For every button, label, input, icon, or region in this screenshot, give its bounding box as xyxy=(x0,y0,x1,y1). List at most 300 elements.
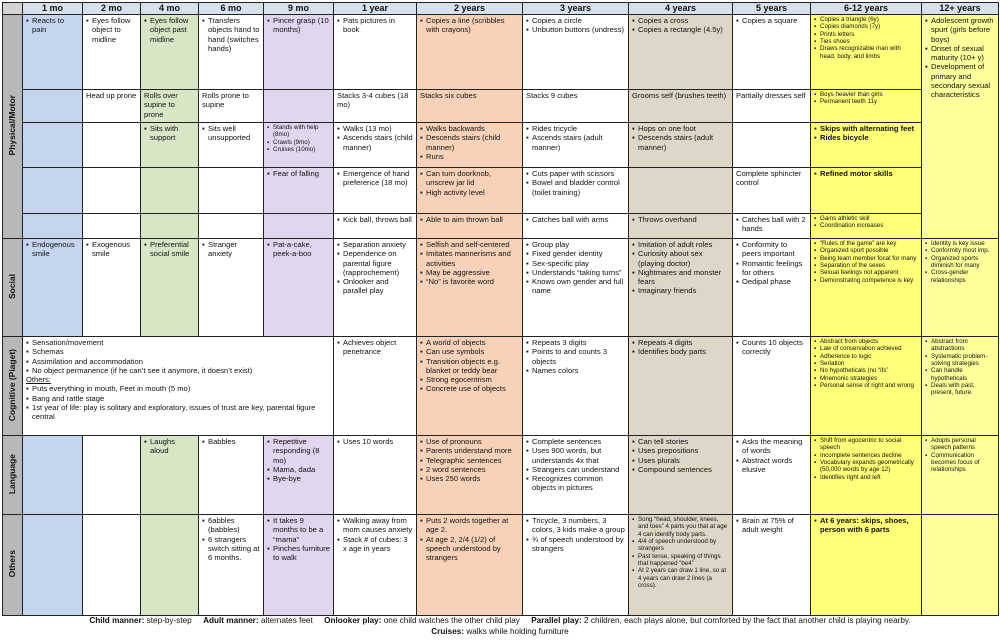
cell-physical-5y xyxy=(733,15,811,90)
milestone-item: ▪ Organized sports diminish for many xyxy=(925,255,995,270)
milestone-item: ▪ Asks the meaning of words xyxy=(736,437,807,456)
milestone-item: ▪ Bang and rattle stage xyxy=(26,394,330,403)
cell-physical-r3-4y xyxy=(629,123,733,168)
cell-physical-r5-2mo xyxy=(83,214,141,239)
milestone-item: ▪ Eyes follow object past midline xyxy=(144,16,195,44)
milestone-list xyxy=(736,16,807,25)
milestone-item: ▪ Selfish and self-centered xyxy=(420,240,519,249)
milestone-item: ▪ Identifies body parts xyxy=(632,347,729,356)
milestone-item: ▪ Emergence of hand preference (18 mo) xyxy=(337,169,413,188)
cell-others-1y xyxy=(334,515,417,616)
cell-physical-r2-5y: Partially dresses self xyxy=(733,90,811,123)
milestone-list xyxy=(420,516,519,562)
milestone-list xyxy=(267,169,330,178)
milestone-item: ▪ Abstract from abstractions xyxy=(925,338,995,353)
cognitive-infancy-list xyxy=(26,338,330,375)
milestone-item: ▪ Nightmares and monster fears xyxy=(632,268,729,287)
milestone-item: ▪ Counts 10 objects correctly xyxy=(736,338,807,357)
milestone-item: ▪ Recognizes common objects in pictures xyxy=(526,474,625,493)
cell-physical-r5-2y xyxy=(417,214,523,239)
milestone-list xyxy=(814,215,918,230)
cell-physical-r4-6-12y xyxy=(811,168,922,214)
milestone-item: ▪ Use of pronouns xyxy=(420,437,519,446)
milestone-item: ▪ Oedipal phase xyxy=(736,277,807,286)
col-header-6-12y: 6-12 years xyxy=(811,3,922,15)
milestone-item: ▪ Refined motor skills xyxy=(814,169,918,178)
milestone-item: ▪ “Rules of the game” are key xyxy=(814,240,918,247)
milestone-list xyxy=(86,240,137,259)
cell-others-2y xyxy=(417,515,523,616)
cell-physical-r4-3y xyxy=(523,168,629,214)
definitions-footer xyxy=(0,616,1000,637)
physical-row-2 xyxy=(3,90,999,123)
milestone-list xyxy=(526,169,625,197)
cognitive-row xyxy=(3,337,999,436)
milestone-item: ▪ Abstract words elusive xyxy=(736,456,807,475)
language-row xyxy=(3,436,999,515)
milestone-item: ▪ Past tense, speaking of things that happened “be4” xyxy=(632,553,729,568)
section-label-cognitive: Cognitive (Piaget) xyxy=(3,337,23,436)
milestone-item: ▪ Boys heavier than girls xyxy=(814,91,918,98)
milestone-item: ▪ High activity level xyxy=(420,188,519,197)
milestone-item: ▪ Adolescent growth spurt (girls before boys) xyxy=(925,16,995,44)
section-label-language: Language xyxy=(3,436,23,515)
cell-physical-r2-6mo: Rolls prone to supine xyxy=(199,90,264,123)
milestone-item: ▪ Ascends stairs (adult manner) xyxy=(526,133,625,152)
milestone-item: ▪ Adopts personal speech patterns xyxy=(925,437,995,452)
milestone-list xyxy=(420,437,519,483)
cell-language-4y xyxy=(629,436,733,515)
milestone-list xyxy=(632,338,729,357)
milestone-item: ▪ Rides tricycle xyxy=(526,124,625,133)
milestone-item: ▪ Deals with past, present, future. xyxy=(925,382,995,397)
cell-physical-r4-5y: Complete sphincter control xyxy=(733,168,811,214)
cell-physical-r2-1y: Stacks 3-4 cubes (18 mo) xyxy=(334,90,417,123)
milestone-item: ▪ Imitation of adult roles xyxy=(632,240,729,249)
milestone-list xyxy=(814,240,918,284)
cell-others-3y xyxy=(523,515,629,616)
milestone-list xyxy=(526,240,625,296)
milestone-item: ▪ Systematic problem-solving strategies xyxy=(925,353,995,368)
cell-physical-1y xyxy=(334,15,417,90)
milestone-item: ▪ Assimilation and accommodation xyxy=(26,357,330,366)
milestone-item: ▪ Gains athletic skill xyxy=(814,215,918,222)
milestone-item: ▪ Fixed gender identity xyxy=(526,249,625,258)
milestone-item: ▪ Cross-gender relationships xyxy=(925,269,995,284)
milestone-item: ▪ Onset of sexual maturity (10+ y) xyxy=(925,44,995,63)
milestone-item: ▪ Bye-bye xyxy=(267,474,330,483)
milestone-item: ▪ Mama, dada xyxy=(267,465,330,474)
milestone-item: ▪ Able to aim thrown ball xyxy=(420,215,519,224)
cell-social-12plus xyxy=(922,239,999,337)
milestone-list xyxy=(144,124,195,143)
milestone-item: ▪ Babbles xyxy=(202,437,260,446)
milestone-list xyxy=(814,169,918,178)
milestone-list xyxy=(86,16,137,44)
milestone-item: ▪ Demonstrating competence is key xyxy=(814,277,918,284)
cell-physical-r5-4mo xyxy=(141,214,199,239)
cell-physical-r5-1y xyxy=(334,214,417,239)
cell-cognitive-3y xyxy=(523,337,629,436)
milestone-list xyxy=(814,516,918,535)
cell-physical-r2-6-12y xyxy=(811,90,922,123)
cell-physical-r2-2mo: Head up prone xyxy=(83,90,141,123)
milestone-list xyxy=(632,16,729,35)
milestone-item: ▪ Pat-a-cake, peek-a-boo xyxy=(267,240,330,259)
milestone-list xyxy=(420,16,519,35)
milestone-item: ▪ Pinches furniture to walk xyxy=(267,544,330,563)
cell-physical-r4-6mo xyxy=(199,168,264,214)
milestone-item: ▪ Uses 250 words xyxy=(420,474,519,483)
milestone-list xyxy=(267,124,330,153)
milestone-item: ▪ No hypotheticals (no “ifs” xyxy=(814,367,918,374)
cell-physical-r3-3y xyxy=(523,123,629,168)
corner-cell xyxy=(3,3,23,15)
milestone-item: ▪ Communication becomes focus of relationships xyxy=(925,452,995,474)
cell-others-12plus xyxy=(922,515,999,616)
section-label-social: Social xyxy=(3,239,23,337)
milestone-item: ▪ Ascends stairs (child manner) xyxy=(337,133,413,152)
milestone-item: ▪ Repeats 4 digits xyxy=(632,338,729,347)
milestone-list xyxy=(632,437,729,474)
milestone-item: ▪ Uses 900 words, but understands 4x that xyxy=(526,446,625,465)
milestone-item: ▪ 6abbles (babbles) xyxy=(202,516,260,535)
milestone-item: ▪ At 6 years: skips, shoes, person with 6 parts xyxy=(814,516,918,535)
child-manner-term: Child manner: xyxy=(89,616,145,625)
cell-language-2mo xyxy=(83,436,141,515)
parallel-play-def: 2 children, each plays alone, but comforted by the fact that another child is playing nearby. xyxy=(584,616,911,625)
milestone-item: ▪ Stranger anxiety xyxy=(202,240,260,259)
milestone-item: ▪ Permanent teeth 11y xyxy=(814,98,918,105)
cell-physical-r5-5y xyxy=(733,214,811,239)
cell-cognitive-1y xyxy=(334,337,417,436)
milestone-item: ▪ 1st year of life: play is solitary and exploratory, issues of trust are key, parental figure central xyxy=(26,403,330,422)
milestone-item: ▪ Can turn doorknob, unscrew jar lid xyxy=(420,169,519,188)
cell-social-1y xyxy=(334,239,417,337)
milestone-item: ▪ Laughs aloud xyxy=(144,437,195,456)
milestone-item: ▪ Can use symbols xyxy=(420,347,519,356)
milestone-list xyxy=(337,437,413,446)
milestones-table xyxy=(2,2,999,616)
milestone-item: ▪ Concrete use of objects xyxy=(420,384,519,393)
cell-physical-r5-6-12y xyxy=(811,214,922,239)
milestone-item: ▪ Eyes follow object to midline xyxy=(86,16,137,44)
milestone-item: ▪ Repetitive responding (8 mo) xyxy=(267,437,330,465)
milestone-list xyxy=(144,437,195,456)
milestone-item: ▪ Mnemonic strategies xyxy=(814,375,918,382)
cell-physical-r3-5y xyxy=(733,123,811,168)
cell-physical-r3-6-12y xyxy=(811,123,922,168)
cell-language-6-12y xyxy=(811,436,922,515)
cell-physical-r3-2mo xyxy=(83,123,141,168)
header-row xyxy=(3,3,999,15)
cell-physical-1mo xyxy=(23,15,83,90)
milestone-item: ▪ Prints letters xyxy=(814,31,918,38)
milestone-item: ▪ Copies a triangle (6y) xyxy=(814,16,918,23)
milestone-list xyxy=(736,437,807,474)
milestone-list xyxy=(925,437,995,474)
milestone-item: ▪ Points to and counts 3 objects xyxy=(526,347,625,366)
col-header-12plus: 12+ years xyxy=(922,3,999,15)
milestone-item: ▪ Walks (13 mo) xyxy=(337,124,413,133)
milestone-item: ▪ Fear of falling xyxy=(267,169,330,178)
milestone-item: ▪ Development of primary and secondary sexual characteristics xyxy=(925,62,995,99)
milestone-list xyxy=(337,240,413,296)
cell-language-6mo xyxy=(199,436,264,515)
cell-social-6mo xyxy=(199,239,264,337)
cell-others-9mo xyxy=(264,515,334,616)
cell-cognitive-2y xyxy=(417,337,523,436)
milestone-item: ▪ Achieves object penetrance xyxy=(337,338,413,357)
milestone-item: ▪ Skips with alternating feet xyxy=(814,124,918,133)
cell-physical-r4-2mo xyxy=(83,168,141,214)
cell-language-2y xyxy=(417,436,523,515)
milestone-item: ▪ Endogenous smile xyxy=(26,240,79,259)
milestone-list xyxy=(420,169,519,197)
milestone-item: ▪ Brain at 75% of adult weight xyxy=(736,516,807,535)
cell-social-4mo xyxy=(141,239,199,337)
milestone-list xyxy=(144,16,195,44)
milestone-list xyxy=(526,437,625,493)
milestone-item: ▪ Separation anxiety xyxy=(337,240,413,249)
cell-physical-r5-4y xyxy=(629,214,733,239)
milestone-item: ▪ Cruises (10mo) xyxy=(267,146,330,153)
social-row xyxy=(3,239,999,337)
milestone-item: ▪ No object permanence (if he can’t see it anymore, it doesn’t exist) xyxy=(26,366,330,375)
section-label-others: Others xyxy=(3,515,23,616)
milestone-item: ▪ Unbutton buttons (undress) xyxy=(526,25,625,34)
milestone-list xyxy=(337,169,413,188)
milestone-list xyxy=(267,437,330,483)
cell-physical-2y xyxy=(417,15,523,90)
cell-language-4mo xyxy=(141,436,199,515)
milestone-list xyxy=(420,240,519,286)
cell-social-2mo xyxy=(83,239,141,337)
milestone-item: ▪ Imaginary friends xyxy=(632,286,729,295)
milestone-list xyxy=(337,215,413,224)
milestone-item: ▪ Strong egocentrism xyxy=(420,375,519,384)
cell-others-4mo xyxy=(141,515,199,616)
cell-social-9mo xyxy=(264,239,334,337)
milestone-item: ▪ Incomplete sentences decline xyxy=(814,452,918,459)
physical-row-5 xyxy=(3,214,999,239)
milestone-item: ▪ Can handle hypotheticals xyxy=(925,367,995,382)
cell-physical-6-12y xyxy=(811,15,922,90)
milestone-list xyxy=(202,437,260,446)
milestone-item: ▪ Walks backwards xyxy=(420,124,519,133)
milestone-item: ▪ Descends stairs (adult manner) xyxy=(632,133,729,152)
milestone-item: ▪ Separation of the sexes xyxy=(814,262,918,269)
cell-physical-r3-2y xyxy=(417,123,523,168)
milestone-list xyxy=(202,516,260,562)
milestone-list xyxy=(420,215,519,224)
milestone-list xyxy=(526,215,625,224)
cell-physical-r4-1y xyxy=(334,168,417,214)
milestone-list xyxy=(736,516,807,535)
milestone-item: ▪ Can tell stories xyxy=(632,437,729,446)
milestone-item: ▪ Names colors xyxy=(526,366,625,375)
milestone-item: ▪ Stack # of cubes: 3 x age in years xyxy=(337,535,413,554)
cell-physical-3y xyxy=(523,15,629,90)
milestone-list xyxy=(632,240,729,296)
milestone-item: ▪ Sits well unsupported xyxy=(202,124,260,143)
milestone-item: ▪ Ties shoes xyxy=(814,38,918,45)
milestone-item: ▪ 4/4 of speech understood by strangers xyxy=(632,538,729,553)
milestone-list xyxy=(925,16,995,99)
milestone-list xyxy=(736,338,807,357)
cell-physical-r3-1mo xyxy=(23,123,83,168)
milestone-item: ▪ Walking away from mom causes anxiety xyxy=(337,516,413,535)
milestone-list xyxy=(202,16,260,53)
milestone-list xyxy=(526,516,625,553)
milestone-item: ▪ May be aggressive xyxy=(420,268,519,277)
milestone-list xyxy=(337,338,413,357)
milestone-list xyxy=(736,240,807,286)
cell-physical-r2-1mo xyxy=(23,90,83,123)
cell-physical-4mo xyxy=(141,15,199,90)
milestone-list xyxy=(632,215,729,224)
cell-physical-9mo xyxy=(264,15,334,90)
milestone-item: ▪ Schemas xyxy=(26,347,330,356)
cell-physical-r5-6mo xyxy=(199,214,264,239)
milestone-list xyxy=(202,240,260,259)
milestone-item: ▪ Hops on one foot xyxy=(632,124,729,133)
milestone-item: ▪ Complete sentences xyxy=(526,437,625,446)
milestone-item: ▪ At age 2, 2/4 (1/2) of speech understood by strangers xyxy=(420,535,519,563)
adult-manner-def: alternates feet xyxy=(260,616,313,625)
col-header-1y: 1 year xyxy=(334,3,417,15)
col-header-6mo: 6 mo xyxy=(199,3,264,15)
cruises-def: walks while holding furniture xyxy=(466,626,569,636)
milestone-item: ▪ Strangers can understand xyxy=(526,465,625,474)
milestone-item: ▪ Catches ball with arms xyxy=(526,215,625,224)
cell-physical-4y xyxy=(629,15,733,90)
milestone-list xyxy=(814,338,918,389)
col-header-4y: 4 years xyxy=(629,3,733,15)
milestone-item: ▪ Descends stairs (child manner) xyxy=(420,133,519,152)
cell-physical-r2-4y: Grooms self (brushes teeth) xyxy=(629,90,733,123)
cell-physical-r5-3y xyxy=(523,214,629,239)
cell-physical-r2-4mo: Rolls over supine to prone xyxy=(141,90,199,123)
col-header-5y: 5 years xyxy=(733,3,811,15)
milestone-item: ▪ Abstract from objects xyxy=(814,338,918,345)
milestone-item: ▪ Exogenous smile xyxy=(86,240,137,259)
col-header-1mo: 1 mo xyxy=(23,3,83,15)
physical-row-1 xyxy=(3,15,999,90)
milestone-list xyxy=(526,124,625,152)
milestone-list xyxy=(267,16,330,35)
milestone-item: ▪ Curiosity about sex (playing doctor) xyxy=(632,249,729,268)
milestone-item: ▪ Tricycle, 3 numbers, 3 colors, 3 kids make a group xyxy=(526,516,625,535)
cell-cognitive-12plus xyxy=(922,337,999,436)
milestone-item: ▪ Song “head, shoulder, knees, and toes” 4 parts you that at age 4 can identify body parts. xyxy=(632,516,729,538)
col-header-2y: 2 years xyxy=(417,3,523,15)
milestone-item: ▪ Catches ball with 2 hands xyxy=(736,215,807,234)
milestone-item: ▪ Repeats 3 digits xyxy=(526,338,625,347)
milestone-item: ▪ A world of objects xyxy=(420,338,519,347)
milestone-item: ▪ Group play xyxy=(526,240,625,249)
milestone-item: ▪ Pats pictures in book xyxy=(337,16,413,35)
milestone-item: ▪ Crawls (9mo) xyxy=(267,139,330,146)
milestone-item: ▪ Copies a line (scribbles with crayons) xyxy=(420,16,519,35)
milestone-list xyxy=(814,437,918,481)
milestone-list xyxy=(337,124,413,152)
cell-physical-r3-4mo xyxy=(141,123,199,168)
milestone-list xyxy=(736,215,807,234)
milestone-item: ▪ Runs xyxy=(420,152,519,161)
milestone-list xyxy=(420,124,519,161)
cell-physical-r3-1y xyxy=(334,123,417,168)
milestone-item: ▪ Sensation/movement xyxy=(26,338,330,347)
cell-others-1mo xyxy=(23,515,83,616)
col-header-2mo: 2 mo xyxy=(83,3,141,15)
milestone-list xyxy=(202,124,260,143)
milestone-item: ▪ Uses prepositions xyxy=(632,446,729,455)
milestone-item: ▪ Conformity to peers important xyxy=(736,240,807,259)
milestone-list xyxy=(26,16,79,35)
milestone-item: ▪ Shift from egocentric to social speech xyxy=(814,437,918,452)
milestone-item: ▪ Puts everything in mouth, Feet in mouth (5 mo) xyxy=(26,384,330,393)
milestone-item: ▪ Seriation xyxy=(814,360,918,367)
cell-others-6mo xyxy=(199,515,264,616)
others-row xyxy=(3,515,999,616)
cell-others-6-12y xyxy=(811,515,922,616)
cell-physical-6mo xyxy=(199,15,264,90)
cognitive-others-label: Others: xyxy=(26,375,51,384)
cell-physical-r4-4mo xyxy=(141,168,199,214)
milestone-list xyxy=(420,338,519,394)
milestone-item: ▪ Coordination increases xyxy=(814,222,918,229)
milestone-item: ▪ Pincer grasp (10 months) xyxy=(267,16,330,35)
cell-physical-r5-9mo xyxy=(264,214,334,239)
milestone-list xyxy=(814,91,918,106)
milestone-list xyxy=(814,124,918,143)
parallel-play-term: Parallel play: xyxy=(531,616,582,625)
cell-cognitive-infancy xyxy=(23,337,334,436)
milestone-item: ▪ Kick ball, throws ball xyxy=(337,215,413,224)
physical-row-3 xyxy=(3,123,999,168)
cell-social-1mo xyxy=(23,239,83,337)
milestone-item: ▪ Cuts paper with scissors xyxy=(526,169,625,178)
milestone-item: ▪ Identifies right and left xyxy=(814,474,918,481)
cell-physical-r5-1mo xyxy=(23,214,83,239)
milestone-item: ▪ Puts 2 words together at age 2. xyxy=(420,516,519,535)
milestone-list xyxy=(925,240,995,284)
cell-physical-r4-1mo xyxy=(23,168,83,214)
milestone-list xyxy=(526,338,625,375)
col-header-9mo: 9 mo xyxy=(264,3,334,15)
milestone-list xyxy=(144,240,195,259)
milestone-item: ▪ Transfers objects hand to hand (switches hands) xyxy=(202,16,260,53)
milestone-item: ▪ Rides bicycle xyxy=(814,133,918,142)
milestone-list xyxy=(267,240,330,259)
cell-physical-r4-9mo xyxy=(264,168,334,214)
cell-language-1mo xyxy=(23,436,83,515)
cell-language-1y xyxy=(334,436,417,515)
milestone-item: ▪ Onlooker and parallel play xyxy=(337,277,413,296)
milestone-item: ▪ Copies a cross xyxy=(632,16,729,25)
cell-language-3y xyxy=(523,436,629,515)
cell-others-5y xyxy=(733,515,811,616)
milestone-item: ▪ Transition objects e.g. blanket or teddy bear xyxy=(420,357,519,376)
cell-social-3y xyxy=(523,239,629,337)
cell-language-12plus xyxy=(922,436,999,515)
milestone-item: ▪ Vocabulary expands geometrically (50,000 words by age 12) xyxy=(814,459,918,474)
milestone-item: ▪ Conformity most imp. xyxy=(925,247,995,254)
cell-cognitive-6-12y xyxy=(811,337,922,436)
milestone-item: ▪ It takes 9 months to be a “mama” xyxy=(267,516,330,544)
milestone-item: ▪ Copies diamonds (7y) xyxy=(814,23,918,30)
